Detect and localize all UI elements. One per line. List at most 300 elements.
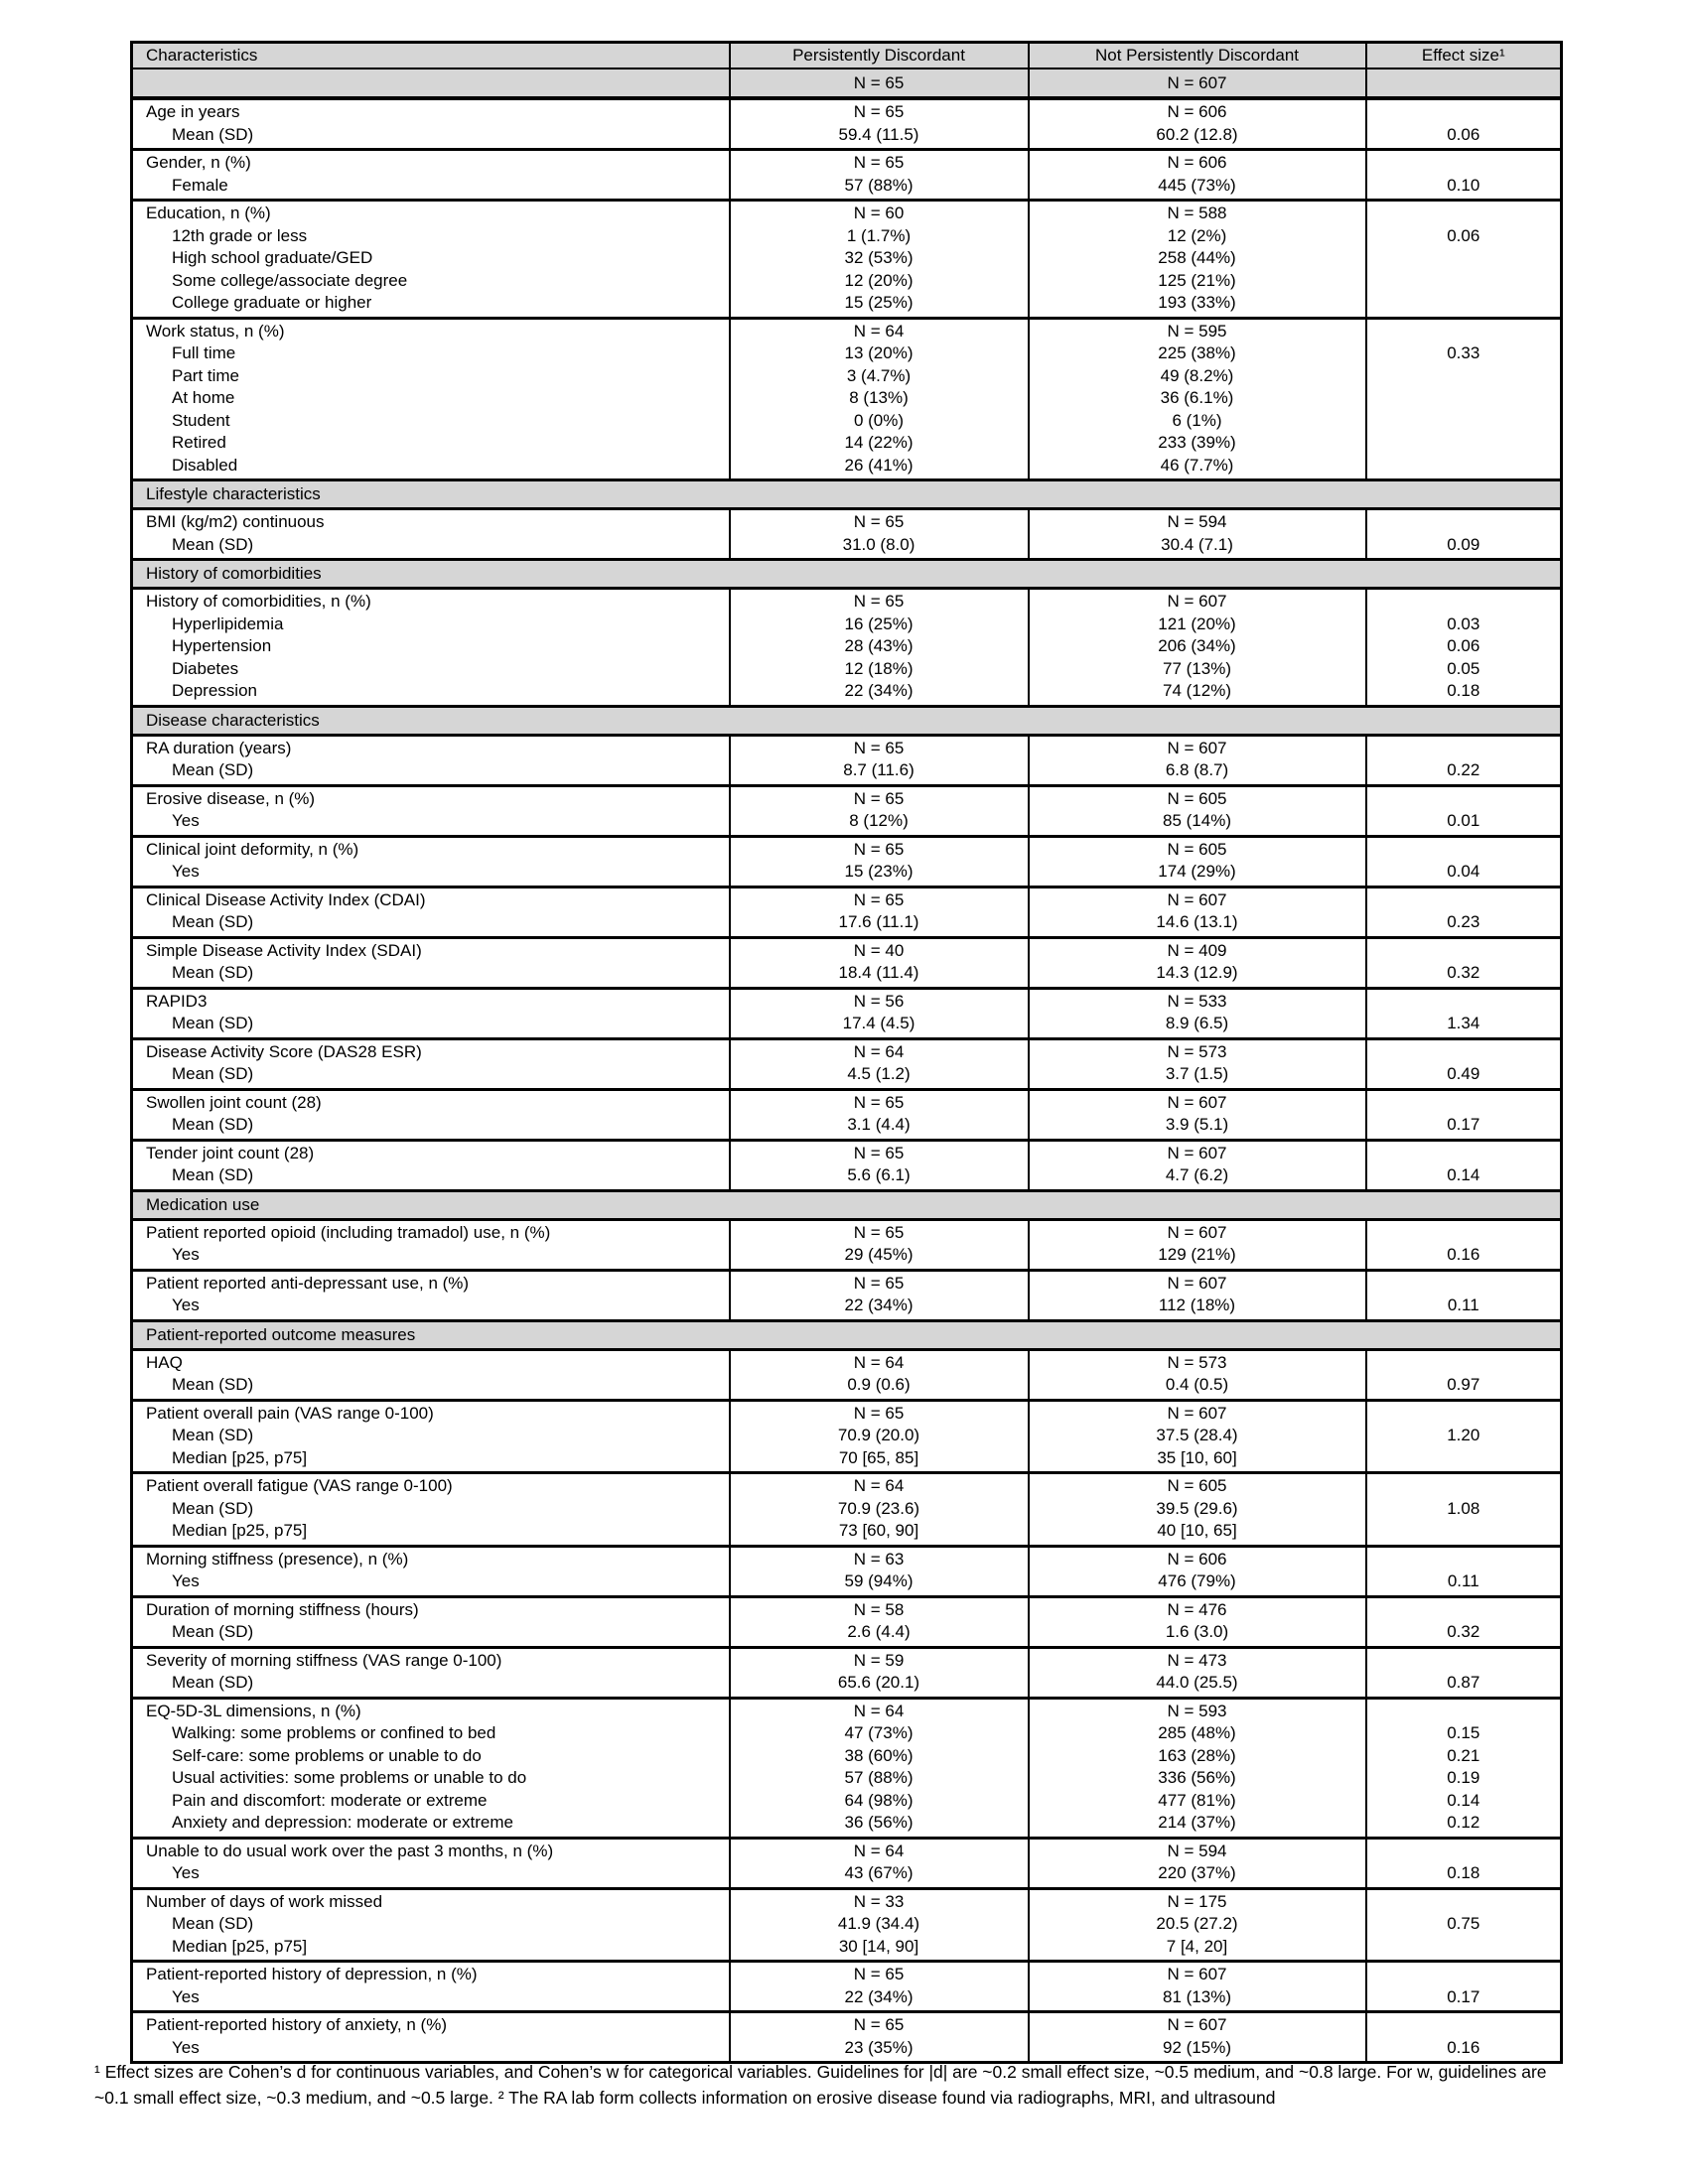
effect-size-value: 0.18 bbox=[1447, 681, 1480, 700]
cell-value: N = 33 bbox=[853, 1891, 905, 1911]
effect-size-value bbox=[1367, 410, 1561, 433]
row-label: Yes bbox=[172, 862, 200, 881]
row-label: Number of days of work missed bbox=[146, 1891, 383, 1911]
persistently-discordant-cell bbox=[730, 785, 1029, 836]
cell-value: 4.5 (1.2) bbox=[847, 1064, 911, 1083]
table-row bbox=[132, 988, 1562, 1038]
effect-size-value bbox=[1367, 1273, 1561, 1296]
table-row bbox=[132, 589, 1562, 707]
effect-size-value bbox=[1367, 1447, 1561, 1470]
cell-value: 7 [4, 20] bbox=[1166, 1936, 1228, 1956]
effect-size-value bbox=[1367, 1092, 1561, 1115]
cell-value: N = 65 bbox=[853, 1143, 905, 1162]
table-row bbox=[132, 937, 1562, 988]
characteristic-cell bbox=[132, 589, 730, 707]
cell-value: 225 (38%) bbox=[1158, 343, 1236, 362]
effect-size-value: 0.06 bbox=[1447, 124, 1480, 144]
row-label: Anxiety and depression: moderate or extreme bbox=[172, 1813, 513, 1832]
cell-value: 38 (60%) bbox=[844, 1745, 914, 1765]
table-row bbox=[132, 509, 1562, 560]
not-persistently-discordant-cell bbox=[1029, 318, 1366, 480]
effect-size-value bbox=[1367, 1222, 1561, 1245]
column-header-effect-size: Effect size¹ bbox=[1366, 43, 1562, 69]
effect-size-value bbox=[1367, 2014, 1561, 2037]
characteristic-cell bbox=[132, 1270, 730, 1320]
characteristic-cell bbox=[132, 1546, 730, 1596]
not-persistently-discordant-cell bbox=[1029, 1089, 1366, 1140]
row-label: Morning stiffness (presence), n (%) bbox=[146, 1549, 409, 1569]
cell-value: N = 409 bbox=[1167, 940, 1227, 960]
characteristic-cell bbox=[132, 98, 730, 150]
cell-value: N = 593 bbox=[1167, 1701, 1227, 1720]
not-persistently-discordant-cell bbox=[1029, 887, 1366, 937]
row-label: Mean (SD) bbox=[172, 1014, 254, 1032]
not-persistently-discordant-cell bbox=[1029, 2012, 1366, 2063]
cell-value: N = 605 bbox=[1167, 839, 1227, 859]
characteristic-cell bbox=[132, 1962, 730, 2012]
effect-size-value: 0.12 bbox=[1447, 1813, 1480, 1832]
row-label: BMI (kg/m2) continuous bbox=[146, 512, 325, 531]
effect-size-value: 0.01 bbox=[1447, 811, 1480, 830]
row-label: Swollen joint count (28) bbox=[146, 1092, 322, 1112]
table-row bbox=[132, 1647, 1562, 1698]
effect-size-value bbox=[1367, 1549, 1561, 1571]
cell-value: 233 (39%) bbox=[1158, 433, 1236, 452]
cell-value: 129 (21%) bbox=[1158, 1245, 1236, 1264]
table-row bbox=[132, 1219, 1562, 1270]
persistently-discordant-cell bbox=[730, 98, 1029, 150]
effect-size-cell bbox=[1366, 836, 1562, 887]
cell-value: 59 (94%) bbox=[844, 1571, 914, 1590]
row-label: Walking: some problems or confined to bed bbox=[172, 1723, 496, 1742]
column-header-persistently-discordant: Persistently Discordant bbox=[730, 43, 1029, 69]
cell-value: 18.4 (11.4) bbox=[838, 963, 919, 982]
cell-value: 163 (28%) bbox=[1158, 1745, 1236, 1765]
characteristic-cell bbox=[132, 988, 730, 1038]
cell-value: 40 [10, 65] bbox=[1157, 1521, 1237, 1540]
effect-size-cell bbox=[1366, 98, 1562, 150]
cell-value: 214 (37%) bbox=[1158, 1813, 1236, 1832]
table-row bbox=[132, 1349, 1562, 1400]
row-label: Median [p25, p75] bbox=[172, 1936, 308, 1956]
effect-size-cell bbox=[1366, 1546, 1562, 1596]
section-header-label: Patient-reported outcome measures bbox=[132, 1320, 1562, 1349]
cell-value: N = 607 bbox=[1167, 1403, 1227, 1423]
cell-value: 5.6 (6.1) bbox=[847, 1165, 911, 1184]
cell-value: N = 64 bbox=[853, 1041, 905, 1061]
cell-value: 70 [65, 85] bbox=[838, 1447, 919, 1467]
effect-size-value bbox=[1367, 152, 1561, 175]
effect-size-value: 0.04 bbox=[1447, 862, 1480, 881]
header-row bbox=[132, 43, 1562, 69]
effect-size-cell bbox=[1366, 1596, 1562, 1647]
effect-size-value: 0.17 bbox=[1447, 1986, 1480, 2006]
cell-value: N = 58 bbox=[853, 1599, 905, 1619]
characteristic-cell bbox=[132, 1888, 730, 1962]
cell-value: 220 (37%) bbox=[1158, 1863, 1236, 1882]
cell-value: 85 (14%) bbox=[1163, 811, 1231, 830]
cell-value: 477 (81%) bbox=[1158, 1790, 1236, 1810]
cell-value: 47 (73%) bbox=[844, 1723, 914, 1742]
cell-value: 3.7 (1.5) bbox=[1165, 1064, 1229, 1083]
cell-value: N = 64 bbox=[853, 1476, 905, 1495]
cell-value: 31.0 (8.0) bbox=[842, 534, 915, 554]
row-label: Usual activities: some problems or unable to do bbox=[172, 1768, 527, 1787]
column-header-not-persistently-discordant: Not Persistently Discordant bbox=[1029, 43, 1366, 69]
table-body bbox=[132, 98, 1562, 2063]
table-row bbox=[132, 201, 1562, 319]
row-label: HAQ bbox=[146, 1352, 183, 1372]
effect-size-value bbox=[1367, 1701, 1561, 1723]
effect-size-value: 0.11 bbox=[1447, 1296, 1479, 1314]
characteristic-cell bbox=[132, 1838, 730, 1888]
characteristic-cell bbox=[132, 1349, 730, 1400]
effect-size-cell bbox=[1366, 1888, 1562, 1962]
row-label: Median [p25, p75] bbox=[172, 1447, 308, 1467]
row-label: Mean (SD) bbox=[172, 912, 254, 931]
row-label: Full time bbox=[172, 343, 236, 362]
effect-size-cell bbox=[1366, 988, 1562, 1038]
effect-size-cell bbox=[1366, 887, 1562, 937]
cell-value: 8.7 (11.6) bbox=[843, 760, 914, 779]
cell-value: N = 64 bbox=[853, 321, 905, 341]
not-persistently-discordant-cell bbox=[1029, 1962, 1366, 2012]
cell-value: N = 606 bbox=[1167, 1549, 1227, 1569]
row-label: Patient-reported history of depression, n (%) bbox=[146, 1965, 478, 1983]
cell-value: N = 64 bbox=[853, 1841, 905, 1860]
effect-size-value: 0.97 bbox=[1447, 1375, 1480, 1394]
cell-value: N = 65 bbox=[853, 889, 905, 909]
effect-size-value bbox=[1367, 455, 1561, 478]
effect-size-cell bbox=[1366, 735, 1562, 785]
table-row bbox=[132, 1140, 1562, 1190]
cell-value: 22 (34%) bbox=[844, 1296, 914, 1314]
cell-value: 30.4 (7.1) bbox=[1161, 534, 1233, 554]
effect-size-value: 0.14 bbox=[1447, 1790, 1480, 1810]
baseline-characteristics-table bbox=[130, 41, 1563, 2064]
characteristic-cell bbox=[132, 836, 730, 887]
effect-size-value bbox=[1367, 292, 1561, 315]
cell-value: N = 473 bbox=[1167, 1650, 1227, 1670]
persistently-discordant-cell bbox=[730, 1546, 1029, 1596]
effect-size-value bbox=[1367, 788, 1561, 811]
footnote: ¹ Effect sizes are Cohen’s d for continuous variables, and Cohen’s w for categorical variables. Guidelines for |d| are ~0.2 small effect size, ~0.5 medium, and ~0.8 large. For w, guidelines are ~0.1 small effect size, ~0.3 medium, and ~0.5 large. ² The RA lab form collects information on erosive disease found via radiographs, MRI, and ultrasound bbox=[94, 2061, 1547, 2108]
row-label: 12th grade or less bbox=[172, 225, 308, 245]
effect-size-value: 0.22 bbox=[1447, 760, 1480, 779]
not-persistently-discordant-cell bbox=[1029, 1698, 1366, 1838]
table-row bbox=[132, 1400, 1562, 1473]
effect-size-value: 0.11 bbox=[1447, 1571, 1479, 1590]
effect-size-cell bbox=[1366, 1270, 1562, 1320]
table-row bbox=[132, 318, 1562, 480]
effect-size-cell bbox=[1366, 150, 1562, 201]
effect-size-cell bbox=[1366, 201, 1562, 319]
effect-size-value: 0.87 bbox=[1447, 1673, 1480, 1692]
row-label: Patient overall fatigue (VAS range 0-100) bbox=[146, 1476, 453, 1495]
characteristic-cell bbox=[132, 735, 730, 785]
effect-size-value: 0.03 bbox=[1447, 614, 1480, 633]
cell-value: 35 [10, 60] bbox=[1157, 1447, 1237, 1467]
table-row bbox=[132, 1473, 1562, 1547]
effect-size-value bbox=[1367, 940, 1561, 963]
cell-value: 14.6 (13.1) bbox=[1156, 912, 1238, 931]
row-label: Yes bbox=[172, 1296, 200, 1314]
not-persistently-discordant-cell bbox=[1029, 1838, 1366, 1888]
cell-value: 22 (34%) bbox=[844, 1986, 914, 2006]
row-label: Yes bbox=[172, 811, 200, 830]
cell-value: N = 607 bbox=[1167, 1092, 1227, 1112]
subheader-n-not-persistently-discordant: N = 607 bbox=[1029, 68, 1366, 98]
cell-value: 44.0 (25.5) bbox=[1156, 1673, 1238, 1692]
row-label: Yes bbox=[172, 1986, 200, 2006]
cell-value: N = 63 bbox=[853, 1549, 905, 1569]
effect-size-value: 0.06 bbox=[1447, 225, 1480, 245]
subheader-empty-effect bbox=[1366, 68, 1562, 98]
cell-value: N = 65 bbox=[853, 1403, 905, 1423]
row-label: Mean (SD) bbox=[172, 1165, 254, 1184]
cell-value: 36 (6.1%) bbox=[1160, 388, 1234, 407]
effect-size-value: 0.21 bbox=[1447, 1745, 1480, 1765]
cell-value: 1.6 (3.0) bbox=[1165, 1622, 1229, 1641]
persistently-discordant-cell bbox=[730, 1400, 1029, 1473]
not-persistently-discordant-cell bbox=[1029, 1888, 1366, 1962]
table-row bbox=[132, 1838, 1562, 1888]
cell-value: 3.9 (5.1) bbox=[1165, 1115, 1229, 1134]
effect-size-value bbox=[1367, 991, 1561, 1014]
row-label: Mean (SD) bbox=[172, 534, 254, 554]
row-label: Clinical joint deformity, n (%) bbox=[146, 839, 359, 859]
cell-value: 336 (56%) bbox=[1158, 1768, 1236, 1787]
not-persistently-discordant-cell bbox=[1029, 1349, 1366, 1400]
cell-value: 125 (21%) bbox=[1158, 270, 1236, 290]
persistently-discordant-cell bbox=[730, 887, 1029, 937]
effect-size-value bbox=[1367, 387, 1561, 410]
characteristic-cell bbox=[132, 1400, 730, 1473]
effect-size-value: 0.33 bbox=[1447, 343, 1480, 362]
row-label: Unable to do usual work over the past 3 months, n (%) bbox=[146, 1841, 554, 1860]
cell-value: N = 605 bbox=[1167, 1476, 1227, 1495]
persistently-discordant-cell bbox=[730, 1270, 1029, 1320]
cell-value: N = 573 bbox=[1167, 1041, 1227, 1061]
section-header-label: Medication use bbox=[132, 1190, 1562, 1219]
persistently-discordant-cell bbox=[730, 1888, 1029, 1962]
cell-value: 15 (23%) bbox=[844, 862, 914, 881]
cell-value: N = 595 bbox=[1167, 321, 1227, 341]
effect-size-value: 0.09 bbox=[1447, 534, 1480, 554]
cell-value: N = 65 bbox=[853, 788, 905, 808]
effect-size-value bbox=[1367, 1936, 1561, 1959]
cell-value: 285 (48%) bbox=[1158, 1723, 1236, 1742]
table-row bbox=[132, 1698, 1562, 1838]
cell-value: 14 (22%) bbox=[844, 433, 914, 452]
cell-value: 121 (20%) bbox=[1158, 614, 1236, 633]
row-label: Mean (SD) bbox=[172, 760, 254, 779]
cell-value: 193 (33%) bbox=[1158, 293, 1236, 312]
section-header-label: Disease characteristics bbox=[132, 706, 1562, 735]
effect-size-value bbox=[1367, 738, 1561, 760]
persistently-discordant-cell bbox=[730, 1089, 1029, 1140]
table-row bbox=[132, 1888, 1562, 1962]
effect-size-value bbox=[1367, 1964, 1561, 1986]
effect-size-value bbox=[1367, 1520, 1561, 1543]
cell-value: 60.2 (12.8) bbox=[1156, 124, 1238, 144]
cell-value: 12 (18%) bbox=[844, 658, 914, 678]
cell-value: N = 65 bbox=[853, 1273, 905, 1293]
persistently-discordant-cell bbox=[730, 988, 1029, 1038]
row-label: Erosive disease, n (%) bbox=[146, 788, 316, 808]
row-label: Gender, n (%) bbox=[146, 153, 251, 172]
cell-value: N = 594 bbox=[1167, 512, 1227, 531]
not-persistently-discordant-cell bbox=[1029, 1473, 1366, 1547]
persistently-discordant-cell bbox=[730, 1473, 1029, 1547]
persistently-discordant-cell bbox=[730, 1349, 1029, 1400]
cell-value: 12 (20%) bbox=[844, 270, 914, 290]
row-label: College graduate or higher bbox=[172, 293, 372, 312]
effect-size-value bbox=[1367, 839, 1561, 862]
not-persistently-discordant-cell bbox=[1029, 1546, 1366, 1596]
table-row bbox=[132, 735, 1562, 785]
effect-size-cell bbox=[1366, 1473, 1562, 1547]
persistently-discordant-cell bbox=[730, 1140, 1029, 1190]
table-row bbox=[132, 1270, 1562, 1320]
characteristic-cell bbox=[132, 1219, 730, 1270]
row-label: Some college/associate degree bbox=[172, 270, 408, 290]
cell-value: 20.5 (27.2) bbox=[1156, 1914, 1238, 1933]
column-header-characteristics: Characteristics bbox=[132, 43, 730, 69]
not-persistently-discordant-cell bbox=[1029, 1647, 1366, 1698]
table-row bbox=[132, 1089, 1562, 1140]
persistently-discordant-cell bbox=[730, 735, 1029, 785]
row-label: Simple Disease Activity Index (SDAI) bbox=[146, 940, 422, 960]
effect-size-value: 1.20 bbox=[1447, 1426, 1480, 1444]
effect-size-value: 0.06 bbox=[1447, 636, 1480, 655]
cell-value: N = 175 bbox=[1167, 1891, 1227, 1911]
effect-size-cell bbox=[1366, 785, 1562, 836]
cell-value: 43 (67%) bbox=[844, 1863, 914, 1882]
effect-size-value: 0.49 bbox=[1447, 1064, 1480, 1083]
not-persistently-discordant-cell bbox=[1029, 1038, 1366, 1089]
subheader-n-persistently-discordant: N = 65 bbox=[730, 68, 1029, 98]
row-label: Disease Activity Score (DAS28 ESR) bbox=[146, 1041, 422, 1061]
row-label: Mean (SD) bbox=[172, 1064, 254, 1083]
row-label: Patient-reported history of anxiety, n (%) bbox=[146, 2015, 447, 2034]
characteristic-cell bbox=[132, 937, 730, 988]
row-label: Duration of morning stiffness (hours) bbox=[146, 1599, 419, 1619]
table-row bbox=[132, 1596, 1562, 1647]
not-persistently-discordant-cell bbox=[1029, 988, 1366, 1038]
cell-value: 6.8 (8.7) bbox=[1165, 760, 1229, 779]
row-label: Education, n (%) bbox=[146, 204, 271, 222]
not-persistently-discordant-cell bbox=[1029, 735, 1366, 785]
persistently-discordant-cell bbox=[730, 2012, 1029, 2063]
persistently-discordant-cell bbox=[730, 1647, 1029, 1698]
effect-size-value: 0.15 bbox=[1447, 1723, 1480, 1742]
characteristic-cell bbox=[132, 201, 730, 319]
effect-size-value bbox=[1367, 889, 1561, 912]
persistently-discordant-cell bbox=[730, 1838, 1029, 1888]
cell-value: 30 [14, 90] bbox=[838, 1936, 919, 1956]
not-persistently-discordant-cell bbox=[1029, 589, 1366, 707]
row-label: Age in years bbox=[146, 102, 240, 121]
row-label: Patient overall pain (VAS range 0-100) bbox=[146, 1403, 434, 1423]
row-label: Yes bbox=[172, 1571, 200, 1590]
persistently-discordant-cell bbox=[730, 201, 1029, 319]
row-label: Yes bbox=[172, 1863, 200, 1882]
cell-value: 39.5 (29.6) bbox=[1156, 1498, 1238, 1518]
not-persistently-discordant-cell bbox=[1029, 509, 1366, 560]
effect-size-value: 0.75 bbox=[1447, 1914, 1480, 1933]
persistently-discordant-cell bbox=[730, 1698, 1029, 1838]
cell-value: N = 607 bbox=[1167, 1143, 1227, 1162]
effect-size-cell bbox=[1366, 1038, 1562, 1089]
section-header-row bbox=[132, 480, 1562, 509]
row-label: EQ-5D-3L dimensions, n (%) bbox=[146, 1701, 361, 1720]
cell-value: 77 (13%) bbox=[1163, 658, 1231, 678]
effect-size-cell bbox=[1366, 1219, 1562, 1270]
row-label: Work status, n (%) bbox=[146, 321, 285, 341]
subheader-row bbox=[132, 68, 1562, 98]
effect-size-cell bbox=[1366, 1349, 1562, 1400]
effect-size-value bbox=[1367, 1041, 1561, 1064]
persistently-discordant-cell bbox=[730, 937, 1029, 988]
not-persistently-discordant-cell bbox=[1029, 836, 1366, 887]
cell-value: 206 (34%) bbox=[1158, 636, 1236, 655]
cell-value: 16 (25%) bbox=[844, 614, 914, 633]
not-persistently-discordant-cell bbox=[1029, 98, 1366, 150]
cell-value: 49 (8.2%) bbox=[1160, 365, 1234, 385]
effect-size-value bbox=[1367, 247, 1561, 270]
cell-value: 8 (13%) bbox=[849, 388, 909, 407]
persistently-discordant-cell bbox=[730, 318, 1029, 480]
cell-value: 70.9 (23.6) bbox=[837, 1498, 920, 1518]
row-label: History of comorbidities, n (%) bbox=[146, 592, 371, 611]
effect-size-value bbox=[1367, 321, 1561, 343]
cell-value: 17.4 (4.5) bbox=[842, 1014, 915, 1032]
effect-size-value bbox=[1367, 203, 1561, 225]
table-row bbox=[132, 1546, 1562, 1596]
row-label: High school graduate/GED bbox=[172, 248, 373, 267]
row-label: Clinical Disease Activity Index (CDAI) bbox=[146, 889, 426, 909]
persistently-discordant-cell bbox=[730, 1219, 1029, 1270]
row-label: Yes bbox=[172, 1245, 200, 1264]
cell-value: 36 (56%) bbox=[844, 1813, 914, 1832]
row-label: Patient reported opioid (including tramadol) use, n (%) bbox=[146, 1222, 551, 1242]
cell-value: 41.9 (34.4) bbox=[837, 1914, 920, 1933]
cell-value: 0.4 (0.5) bbox=[1165, 1375, 1229, 1394]
row-label: Diabetes bbox=[172, 658, 239, 678]
effect-size-value: 0.32 bbox=[1447, 1622, 1480, 1641]
section-header-row bbox=[132, 560, 1562, 589]
cell-value: 8.9 (6.5) bbox=[1165, 1014, 1229, 1032]
not-persistently-discordant-cell bbox=[1029, 1219, 1366, 1270]
effect-size-cell bbox=[1366, 1647, 1562, 1698]
effect-size-cell bbox=[1366, 2012, 1562, 2063]
cell-value: N = 605 bbox=[1167, 788, 1227, 808]
cell-value: N = 65 bbox=[853, 738, 905, 757]
effect-size-value: 0.16 bbox=[1447, 2037, 1480, 2057]
characteristic-cell bbox=[132, 150, 730, 201]
effect-size-value bbox=[1367, 1403, 1561, 1426]
cell-value: N = 594 bbox=[1167, 1841, 1227, 1860]
row-label: Mean (SD) bbox=[172, 1426, 254, 1444]
cell-value: N = 573 bbox=[1167, 1352, 1227, 1372]
characteristic-cell bbox=[132, 1473, 730, 1547]
cell-value: 112 (18%) bbox=[1158, 1296, 1236, 1314]
effect-size-cell bbox=[1366, 937, 1562, 988]
effect-size-value: 1.08 bbox=[1447, 1498, 1480, 1518]
effect-size-value bbox=[1367, 1352, 1561, 1375]
effect-size-value bbox=[1367, 1650, 1561, 1673]
